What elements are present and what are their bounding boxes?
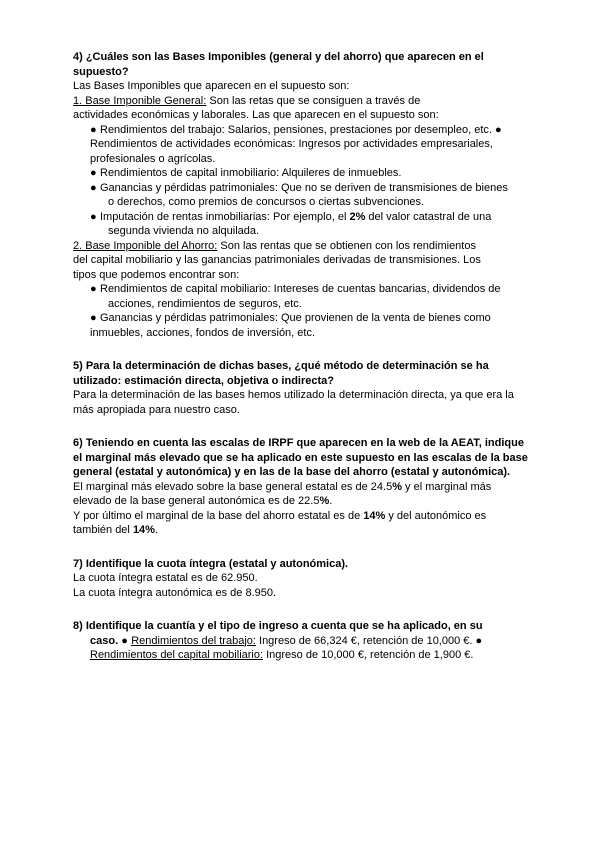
question-5-title: 5) Para la determinación de dichas bases, ¿qué método de determinación se ha utilizado: estimación directa, objetiva o indirecta? — [73, 360, 489, 387]
q6-answer-1: El marginal más elevado sobre la base general estatal es de 24.5% y el marginal más elevado de la base general autonómica es de 22.5%. — [73, 480, 492, 507]
list-item-cont: o derechos, como premios de concursos o ciertas subvenciones. — [108, 196, 425, 208]
list-item: ● Ganancias y pérdidas patrimoniales: Que provienen de la venta de bienes como — [90, 312, 491, 324]
list-item: ● Rendimientos de capital mobiliario: Intereses de cuentas bancarias, dividendos de — [90, 283, 501, 295]
list-item: ● Rendimientos del trabajo: Salarios, pensiones, prestaciones por desempleo, etc. ● — [90, 123, 502, 136]
list-item: ● Ganancias y pérdidas patrimoniales: Que no se deriven de transmisiones de bienes — [90, 181, 508, 194]
list-item-cont: segunda vivienda no alquilada. — [108, 225, 260, 237]
base-ahorro-heading: 2. Base Imponible del Ahorro: — [73, 239, 218, 252]
q4-ahorro-paragraph-3: tipos que podemos encontrar son: — [73, 268, 240, 281]
q4-general-paragraph-2: actividades económicas y laborales. Las que aparecen en el supuesto son: — [73, 109, 439, 121]
q7-line-1: La cuota íntegra estatal es de 62.950. — [73, 572, 258, 584]
question-4-title: 4) ¿Cuáles son las Bases Imponibles (general y del ahorro) que aparecen en el supuesto? — [73, 51, 484, 78]
q8-answer-1: caso. ● Rendimientos del trabajo: Ingreso de 66,324 €, retención de 10,000 €. ● — [90, 634, 483, 647]
list-item-cont: Rendimientos de actividades económicas: Ingresos por actividades empresariales, — [90, 138, 493, 150]
question-7-title: 7) Identifique la cuota íntegra (estatal y autonómica). — [73, 557, 349, 570]
question-6-title: 6) Teniendo en cuenta las escalas de IRPF que aparecen en la web de la AEAT, indique el marginal más elevado que se ha aplicado en este supuesto en las escalas de la base general (estatal y autonómica) y en las de la base del ahorro (estatal y autonómica). — [73, 437, 528, 478]
q4-intro: Las Bases Imponibles que aparecen en el supuesto son: — [73, 80, 350, 92]
q5-answer: Para la determinación de las bases hemos utilizado la determinación directa, ya que era la más apropiada para nuestro caso. — [73, 389, 514, 416]
base-general-heading: 1. Base Imponible General: — [73, 94, 207, 107]
list-item-cont: inmuebles, acciones, fondos de inversión, etc. — [90, 326, 316, 339]
document-page — [73, 50, 528, 663]
question-8-title: 8) Identifique la cuantía y el tipo de ingreso a cuenta que se ha aplicado, en su — [73, 620, 483, 632]
list-item: ● Imputación de rentas inmobiliarias: Por ejemplo, el 2% del valor catastral de una — [90, 210, 492, 223]
q4-ahorro-paragraph: 2. Base Imponible del Ahorro: Son las rentas que se obtienen con los rendimientos — [73, 239, 476, 252]
q7-line-2: La cuota íntegra autonómica es de 8.950. — [73, 586, 277, 599]
list-item-cont: profesionales o agrícolas. — [90, 152, 216, 165]
list-item: ● Rendimientos de capital inmobiliario: Alquileres de inmuebles. — [90, 167, 402, 179]
q8-answer-2: Rendimientos del capital mobiliario: Ingreso de 10,000 €, retención de 1,900 €. — [90, 649, 474, 661]
q4-general-paragraph: 1. Base Imponible General: Son las retas que se consiguen a través de — [73, 94, 421, 107]
q4-ahorro-paragraph-2: del capital mobiliario y las ganancias patrimoniales derivadas de transmisiones. Los — [73, 254, 481, 266]
list-item-cont: acciones, rendimientos de seguros, etc. — [108, 297, 302, 310]
q6-answer-2: Y por último el marginal de la base del ahorro estatal es de 14% y del autonómico es también del 14%. — [73, 509, 487, 536]
